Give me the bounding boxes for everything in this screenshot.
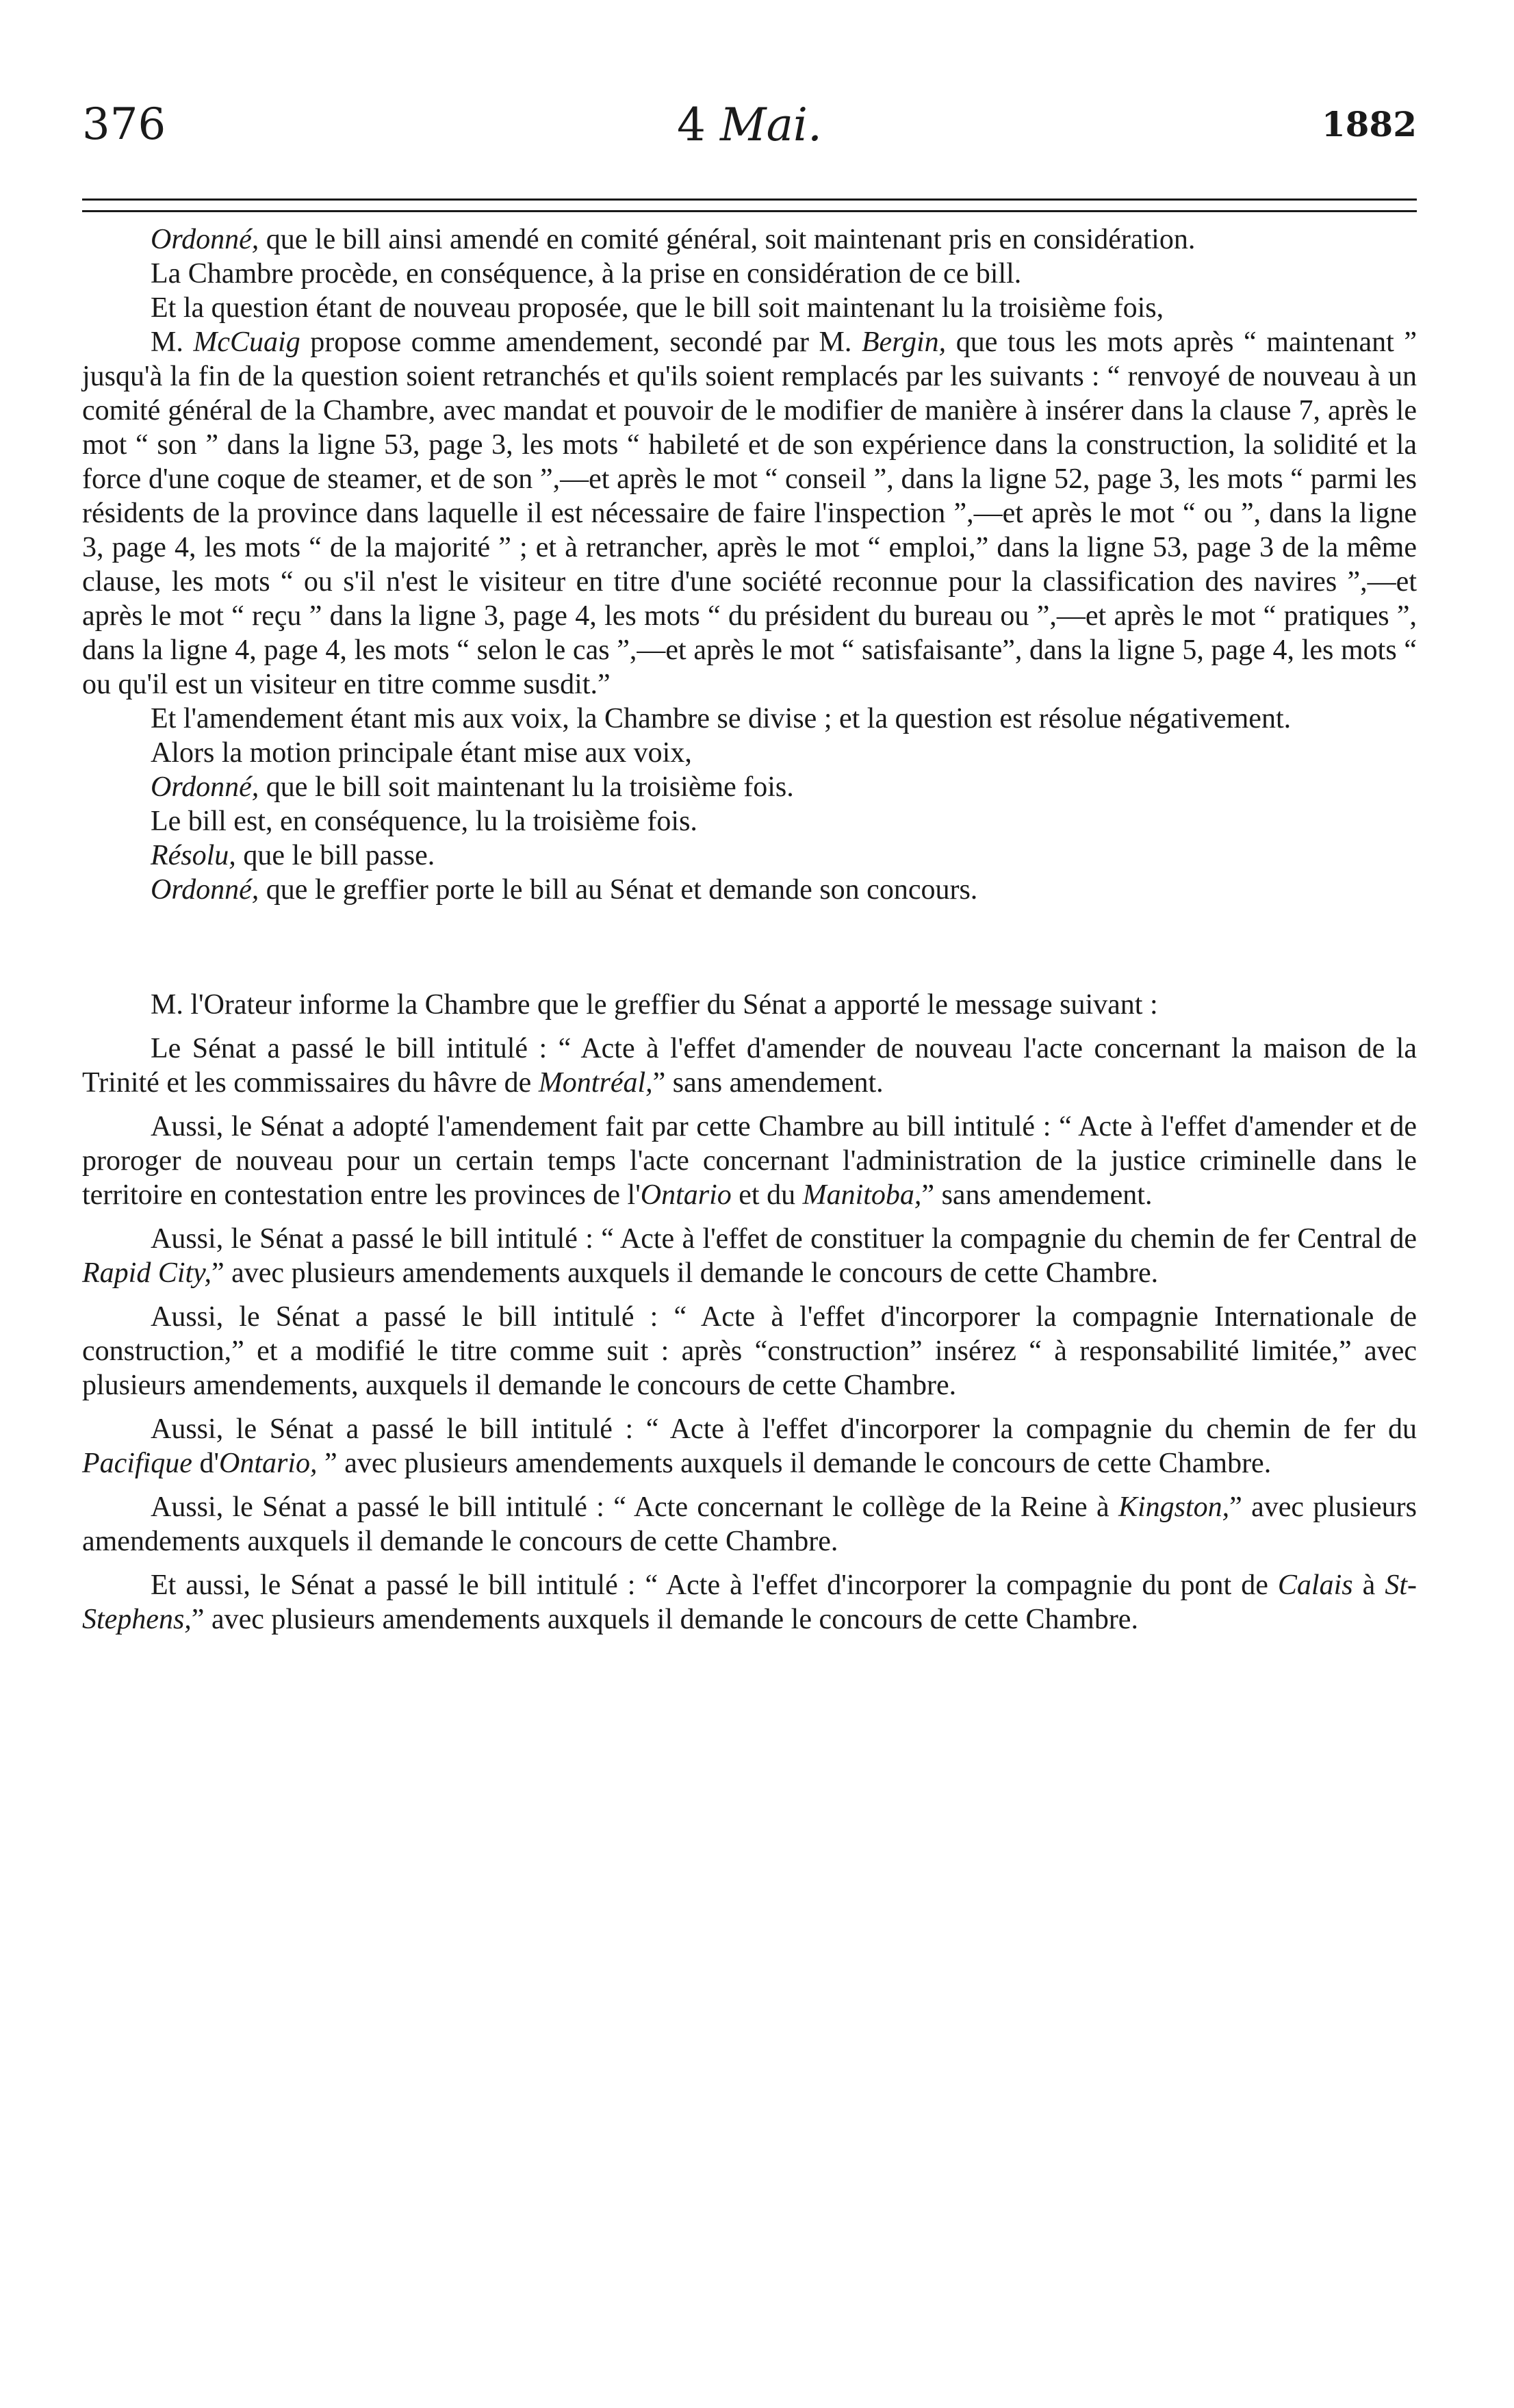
date-day: 4 xyxy=(677,99,706,151)
paragraph-amendment-motion: M. McCuaig propose comme amendement, secondé par M. Bergin, que tous les mots après “ maintenant ” jusqu'à la fin de la question soient retranchés et qu'ils soient remplacés par les suivants : “ renvoyé de nouveau à un comité général de la Chambre, avec mandat et pouvoir de le modifier de manière à insérer dans la clause 7, après le mot “ son ” dans la ligne 53, page 3, les mots “ habileté et de son expérience dans la construction, la solidité et la force d'une coque de steamer, et de son ”,—et après le mot “ conseil ”, dans la ligne 52, page 3, les mots “ parmi les résidents de la province dans laquelle il est nécessaire de faire l'inspection ”,—et après le mot “ ou ”, dans la ligne 3, page 4, les mots “ de la majorité ” ; et à retrancher, après le mot “ emploi,” dans la ligne 53, page 3 de la même clause, les mots “ ou s'il n'est le visiteur en titre d'une société reconnue pour la classification des navires ”,—et après le mot “ reçu ” dans la ligne 3, page 4, les mots “ du président du bureau ou ”,—et après le mot “ pratiques ”, dans la ligne 4, page 4, les mots “ selon le cas ”,—et après le mot “ satisfaisante”, dans la ligne 5, page 4, les mots “ ou qu'il est un visiteur en titre comme susdit.” xyxy=(82,326,1417,700)
place-montreal: Montréal, xyxy=(538,1067,653,1099)
header-double-rule xyxy=(82,198,1417,212)
paragraph-ordered-third-reading: Ordonné, que le bill soit maintenant lu la troisième fois. xyxy=(151,771,794,803)
paragraph-ordered-consideration: Ordonné, que le bill ainsi amendé en comité général, soit maintenant pris en considération. xyxy=(151,224,1196,255)
place-kingston: Kingston, xyxy=(1118,1491,1230,1523)
place-pacifique: Pacifique xyxy=(82,1448,192,1479)
italic-ordonne: Ordonné, xyxy=(151,771,259,803)
paragraph-third-reading: Le bill est, en conséquence, lu la troisième fois. xyxy=(151,806,697,837)
italic-ordonne: Ordonné, xyxy=(151,224,259,255)
place-rapid-city: Rapid City, xyxy=(82,1257,211,1289)
page-number: 376 xyxy=(82,99,166,150)
place-manitoba: Manitoba, xyxy=(802,1179,922,1211)
paragraph-senate-kingston: Aussi, le Sénat a passé le bill intitulé : “ Acte concernant le collège de la Reine à Kingston,” avec plusieurs amendements auxquels il demande le concours de cette Chambre. xyxy=(82,1491,1417,1557)
date-month: Mai. xyxy=(719,99,822,151)
member-name-bergin: Bergin, xyxy=(861,326,947,358)
italic-resolu: Résolu, xyxy=(151,840,236,871)
paragraph-senate-rapid-city: Aussi, le Sénat a passé le bill intitulé : “ Acte à l'effet de constituer la compagnie du chemin de fer Central de Rapid City,” avec plusieurs amendements auxquels il demande le concours de cette Chambre. xyxy=(82,1223,1417,1289)
place-calais: Calais xyxy=(1277,1570,1353,1601)
page-year: 1882 xyxy=(1321,104,1417,144)
paragraph-question-proposed: Et la question étant de nouveau proposée, que le bill soit maintenant lu la troisième fois, xyxy=(151,292,1164,324)
paragraph-senate-trinity: Le Sénat a passé le bill intitulé : “ Acte à l'effet d'amender de nouveau l'acte concernant la maison de la Trinité et les commissaires du hâvre de Montréal,” sans amendement. xyxy=(82,1033,1417,1099)
paragraph-senate-construction: Aussi, le Sénat a passé le bill intitulé : “ Acte à l'effet d'incorporer la compagnie Internationale de construction,” et a modifié le titre comme suit : après “construction” insérez “ à responsabilité limitée,” avec plusieurs amendements, auxquels il demande le concours de cette Chambre. xyxy=(82,1301,1417,1401)
place-st-stephens: St-Stephens, xyxy=(82,1570,1417,1635)
page-date xyxy=(82,99,1417,151)
paragraph-ordered-senate: Ordonné, que le greffier porte le bill au Sénat et demande son concours. xyxy=(151,874,978,906)
journal-page xyxy=(82,82,1417,1635)
paragraph-main-motion: Alors la motion principale étant mise aux voix, xyxy=(151,737,692,769)
paragraph-senate-pacifique: Aussi, le Sénat a passé le bill intitulé : “ Acte à l'effet d'incorporer la compagnie du chemin de fer du Pacifique d'Ontario, ” avec plusieurs amendements auxquels il demande le concours de cette Chambre. xyxy=(82,1413,1417,1479)
place-ontario: Ontario xyxy=(640,1179,732,1211)
paragraph-speaker-message: M. l'Orateur informe la Chambre que le greffier du Sénat a apporté le message suivant : xyxy=(151,989,1158,1021)
place-ontario: Ontario, xyxy=(219,1448,318,1479)
page-header xyxy=(82,82,1417,157)
paragraph-amendment-vote: Et l'amendement étant mis aux voix, la Chambre se divise ; et la question est résolue négativement. xyxy=(151,703,1292,734)
paragraph-senate-justice: Aussi, le Sénat a adopté l'amendement fait par cette Chambre au bill intitulé : “ Acte à l'effet d'amender et de proroger de nouveau pour un certain temps l'acte concernant l'administration de la justice criminelle dans le territoire en contestation entre les provinces de l'Ontario et du Manitoba,” sans amendement. xyxy=(82,1111,1417,1211)
paragraph-senate-calais: Et aussi, le Sénat a passé le bill intitulé : “ Acte à l'effet d'incorporer la compagnie du pont de Calais à St-Stephens,” avec plusieurs amendements auxquels il demande le concours de cette Chambre. xyxy=(82,1570,1417,1635)
member-name-mccuaig: McCuaig xyxy=(193,326,300,358)
journal-body xyxy=(82,222,1417,1637)
paragraph-resolved: Résolu, que le bill passe. xyxy=(151,840,435,871)
italic-ordonne: Ordonné, xyxy=(151,874,259,906)
paragraph-house-proceeds: La Chambre procède, en conséquence, à la prise en considération de ce bill. xyxy=(151,258,1022,290)
